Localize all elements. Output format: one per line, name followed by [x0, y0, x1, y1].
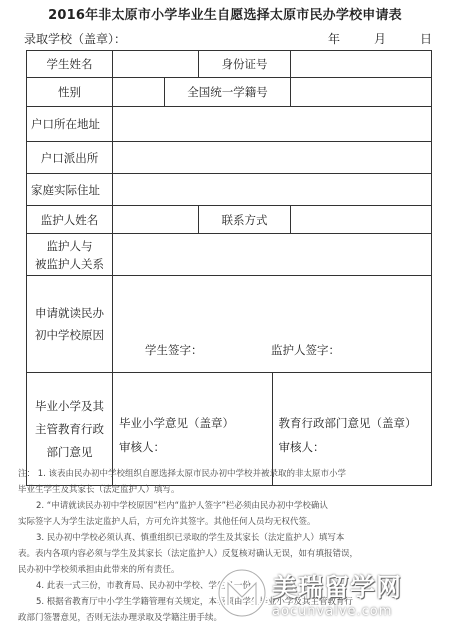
relation-label: 监护人与 被监护人关系	[27, 234, 113, 276]
note-line: 政部门签署意见，否则无法办理录取及学籍注册手续。	[18, 613, 223, 623]
note-line: 表。表内各项内容必须与学生及其家长（法定监护人）反复核对确认无误，如有填报错误，	[18, 549, 359, 559]
brand-logo-icon	[216, 567, 268, 619]
admin-opinion-label: 教育行政部门意见（盖章）	[278, 416, 417, 430]
note-line: 民办初中学校须承担由此带来的所有责任。	[18, 565, 180, 575]
note-line: 实际签字人为学生法定监护人后，方可允许其签字。其他任何人员均无权代签。	[18, 517, 316, 527]
application-form-table	[26, 50, 432, 486]
student-name-field[interactable]	[113, 51, 199, 78]
hukou-address-label: 户口所在地址	[27, 107, 113, 142]
table-row	[27, 78, 432, 107]
reason-field[interactable]	[113, 276, 432, 373]
contact-label: 联系方式	[199, 206, 291, 234]
note-line: 5. 根据省教育厅中小学生学籍管理有关规定，本表须由学生毕业小学及其主管教育行	[36, 597, 353, 607]
admin-reviewer-label: 审核人：	[278, 440, 325, 454]
table-row	[27, 276, 432, 373]
table-row	[27, 174, 432, 206]
national-student-id-label: 全国统一学籍号	[165, 78, 291, 107]
id-number-field[interactable]	[291, 51, 432, 78]
hukou-police-field[interactable]	[113, 142, 432, 174]
gender-field[interactable]	[113, 78, 165, 107]
reason-label: 申请就读民办 初中学校原因	[27, 276, 113, 373]
table-row	[27, 107, 432, 142]
student-signature-label: 学生签字：	[145, 343, 203, 357]
home-address-label: 家庭实际住址	[27, 174, 113, 206]
note-line: 2. “申请就读民办初中学校原因”栏内“监护人签字”栏必须由民办初中学校确认	[36, 501, 328, 511]
page-title: 2016年非太原市小学毕业生自愿选择太原市民办学校申请表	[48, 8, 402, 23]
contact-field[interactable]	[291, 206, 432, 234]
table-row	[27, 234, 432, 276]
school-reviewer-label: 审核人：	[119, 440, 165, 454]
watermark-name: 美瑞留学网	[272, 572, 403, 602]
watermark	[216, 560, 448, 626]
table-row	[27, 51, 432, 78]
opinion-label: 毕业小学及其 主管教育行政 部门意见	[27, 373, 113, 486]
date-month: 月	[373, 32, 386, 46]
relation-field[interactable]	[113, 234, 432, 276]
school-opinion-label: 毕业小学意见（盖章）	[119, 416, 234, 430]
home-address-field[interactable]	[113, 174, 432, 206]
date-day: 日	[419, 32, 432, 46]
id-number-label: 身份证号	[199, 51, 291, 78]
date-field	[328, 30, 432, 47]
hukou-address-field[interactable]	[113, 107, 432, 142]
date-year: 年	[327, 32, 340, 46]
table-row	[27, 142, 432, 174]
guardian-name-field[interactable]	[113, 206, 199, 234]
national-student-id-field[interactable]	[291, 78, 432, 107]
note-line: 4. 此表一式三份，市教育局、民办初中学校、学生各一份。	[36, 581, 260, 591]
guardian-name-label: 监护人姓名	[27, 206, 113, 234]
hukou-police-label: 户口派出所	[27, 142, 113, 174]
guardian-signature-label: 监护人签字：	[271, 343, 340, 357]
gender-label: 性别	[27, 78, 113, 107]
note-line: 3. 民办初中学校必须认真、慎重组织已录取的学生及其家长（法定监护人）填写本	[36, 533, 345, 543]
watermark-url: aocunvalve.com	[272, 603, 393, 619]
note-line: 注： 1. 该表由民办初中学校组织自愿选择太原市民办初中学校并被录取的非太原市小学	[18, 469, 347, 479]
note-line: 毕业生学生及其家长（法定监护人）填写。	[18, 485, 180, 495]
table-row	[27, 206, 432, 234]
student-name-label: 学生姓名	[27, 51, 113, 78]
admitting-school-label: 录取学校（盖章）：	[24, 32, 127, 46]
